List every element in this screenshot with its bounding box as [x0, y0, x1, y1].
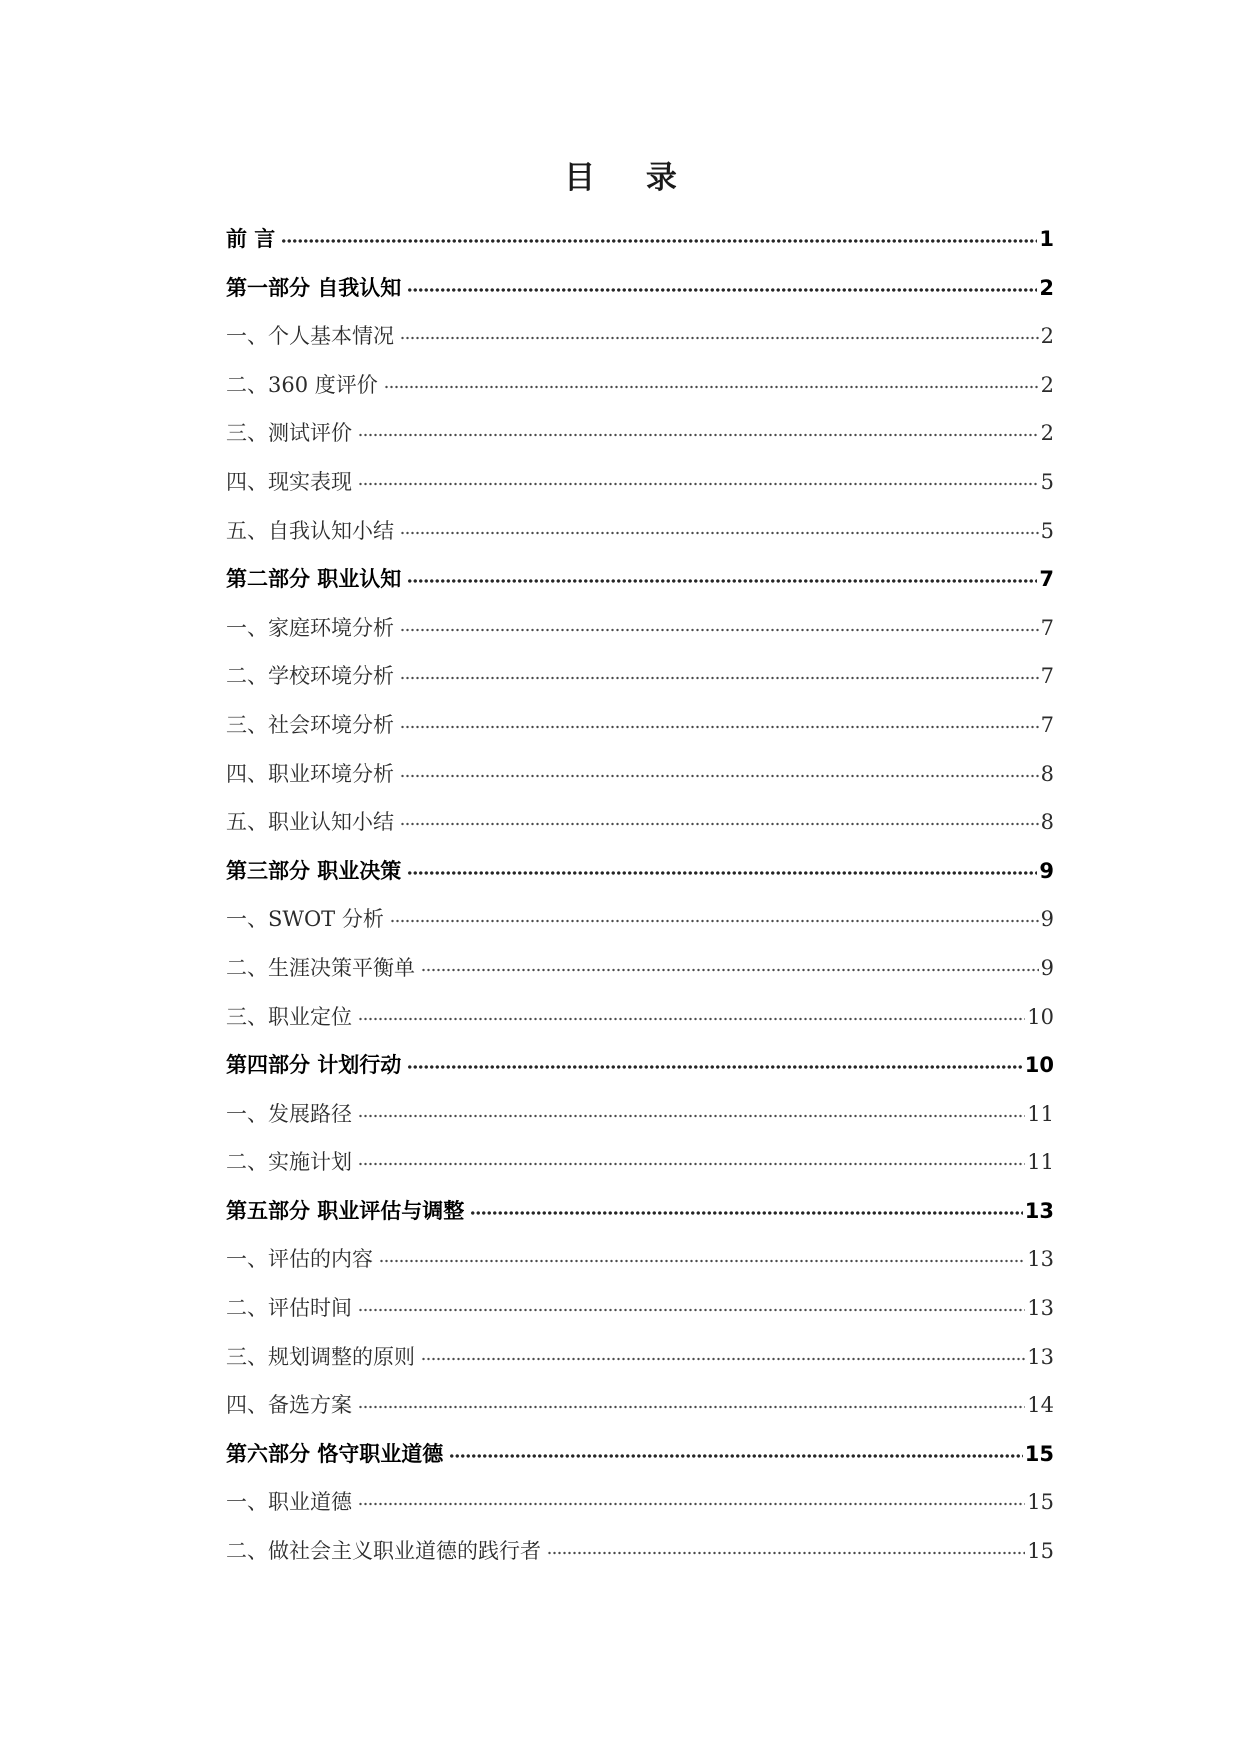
toc-dot-leader — [407, 857, 1037, 878]
toc-dot-leader — [400, 662, 1039, 683]
toc-dot-leader — [407, 1051, 1022, 1072]
toc-page-number: 5 — [1040, 518, 1054, 543]
toc-dot-leader — [358, 1488, 1025, 1509]
toc-dot-leader — [400, 322, 1039, 343]
toc-section-entry[interactable] — [226, 1527, 1054, 1576]
toc-page-number: 1 — [1039, 227, 1054, 251]
toc-dot-leader — [407, 274, 1037, 295]
toc-entry-title: 第四部分 计划行动 — [226, 1053, 402, 1078]
toc-entry-title: 第三部分 职业决策 — [226, 858, 402, 883]
toc-section-entry[interactable] — [226, 1381, 1054, 1430]
toc-section-entry[interactable] — [226, 1090, 1054, 1139]
toc-dot-leader — [421, 954, 1039, 975]
toc-section-entry[interactable] — [226, 701, 1054, 750]
toc-dot-leader — [390, 905, 1039, 926]
toc-dot-leader — [281, 225, 1037, 246]
toc-page-number: 8 — [1040, 810, 1054, 835]
toc-page-number: 2 — [1040, 324, 1054, 349]
table-of-contents — [226, 215, 1054, 1576]
toc-part-entry[interactable] — [226, 847, 1054, 896]
toc-entry-title: 二、学校环境分析 — [226, 664, 394, 689]
toc-section-entry[interactable] — [226, 361, 1054, 410]
toc-page-number: 13 — [1027, 1247, 1054, 1272]
toc-section-entry[interactable] — [226, 750, 1054, 799]
toc-dot-leader — [379, 1245, 1025, 1266]
toc-dot-leader — [358, 1391, 1025, 1412]
toc-entry-title: 三、社会环境分析 — [226, 712, 394, 737]
toc-page-number: 10 — [1024, 1053, 1054, 1078]
toc-section-entry[interactable] — [226, 944, 1054, 993]
toc-section-entry[interactable] — [226, 895, 1054, 944]
toc-entry-title: 第五部分 职业评估与调整 — [226, 1198, 465, 1223]
toc-entry-title: 一、职业道德 — [226, 1490, 352, 1515]
toc-entry-title: 四、现实表现 — [226, 469, 352, 494]
toc-part-entry[interactable] — [226, 1041, 1054, 1090]
toc-entry-title: 二、实施计划 — [226, 1150, 352, 1175]
toc-entry-title: 二、做社会主义职业道德的践行者 — [226, 1539, 541, 1564]
toc-dot-leader — [421, 1343, 1025, 1364]
toc-dot-leader — [358, 1294, 1025, 1315]
toc-entry-title: 一、SWOT 分析 — [226, 907, 384, 932]
toc-entry-title: 四、备选方案 — [226, 1393, 352, 1418]
toc-dot-leader — [400, 614, 1039, 635]
toc-page-number: 13 — [1027, 1344, 1054, 1369]
toc-dot-leader — [358, 468, 1039, 489]
toc-section-entry[interactable] — [226, 1478, 1054, 1527]
toc-entry-title: 三、测试评价 — [226, 421, 352, 446]
toc-page-number: 2 — [1040, 372, 1054, 397]
toc-section-entry[interactable] — [226, 993, 1054, 1042]
toc-page-number: 15 — [1024, 1441, 1054, 1466]
toc-entry-title: 第二部分 职业认知 — [226, 567, 402, 592]
toc-dot-leader — [449, 1440, 1022, 1461]
toc-page-number: 8 — [1040, 761, 1054, 786]
toc-page-number: 14 — [1027, 1393, 1054, 1418]
toc-page-number: 7 — [1040, 664, 1054, 689]
toc-page-number: 13 — [1027, 1296, 1054, 1321]
toc-page-number: 11 — [1027, 1150, 1054, 1175]
toc-page-number: 2 — [1040, 421, 1054, 446]
toc-dot-leader — [358, 1003, 1025, 1024]
toc-section-entry[interactable] — [226, 312, 1054, 361]
toc-dot-leader — [470, 1197, 1022, 1218]
toc-entry-title: 一、个人基本情况 — [226, 324, 394, 349]
toc-section-entry[interactable] — [226, 604, 1054, 653]
toc-entry-title: 第一部分 自我认知 — [226, 275, 402, 300]
toc-page-number: 13 — [1024, 1198, 1054, 1223]
toc-entry-title: 二、生涯决策平衡单 — [226, 955, 415, 980]
toc-entry-title: 第六部分 恪守职业道德 — [226, 1441, 444, 1466]
toc-dot-leader — [547, 1537, 1025, 1558]
toc-section-entry[interactable] — [226, 1138, 1054, 1187]
toc-part-entry[interactable] — [226, 555, 1054, 604]
toc-entry-title: 二、360 度评价 — [226, 372, 378, 397]
toc-dot-leader — [400, 808, 1039, 829]
toc-entry-title: 三、职业定位 — [226, 1004, 352, 1029]
toc-page-number: 11 — [1027, 1101, 1054, 1126]
toc-part-entry[interactable] — [226, 1430, 1054, 1479]
toc-entry-title: 二、评估时间 — [226, 1296, 352, 1321]
toc-entry-title: 一、发展路径 — [226, 1101, 352, 1126]
toc-section-entry[interactable] — [226, 409, 1054, 458]
toc-dot-leader — [384, 371, 1039, 392]
toc-part-entry[interactable] — [226, 1187, 1054, 1236]
toc-part-entry[interactable] — [226, 264, 1054, 313]
toc-entry-title: 一、家庭环境分析 — [226, 615, 394, 640]
toc-entry-title: 前 言 — [226, 227, 276, 251]
toc-title: 目 录 — [564, 160, 697, 196]
toc-section-entry[interactable] — [226, 458, 1054, 507]
toc-dot-leader — [358, 1148, 1025, 1169]
toc-entry-title: 一、评估的内容 — [226, 1247, 373, 1272]
toc-page-number: 7 — [1040, 615, 1054, 640]
toc-dot-leader — [407, 565, 1037, 586]
toc-part-entry[interactable] — [226, 215, 1054, 264]
toc-entry-title: 五、职业认知小结 — [226, 810, 394, 835]
toc-section-entry[interactable] — [226, 507, 1054, 556]
toc-section-entry[interactable] — [226, 1235, 1054, 1284]
toc-dot-leader — [400, 711, 1039, 732]
toc-section-entry[interactable] — [226, 1284, 1054, 1333]
toc-dot-leader — [358, 1100, 1025, 1121]
toc-section-entry[interactable] — [226, 652, 1054, 701]
toc-page-number: 7 — [1040, 712, 1054, 737]
toc-entry-title: 五、自我认知小结 — [226, 518, 394, 543]
toc-dot-leader — [400, 760, 1039, 781]
toc-page-number: 9 — [1039, 858, 1054, 883]
toc-dot-leader — [358, 419, 1039, 440]
toc-entry-title: 四、职业环境分析 — [226, 761, 394, 786]
toc-page-number: 15 — [1027, 1490, 1054, 1515]
toc-page-number: 5 — [1040, 469, 1054, 494]
toc-page-number: 7 — [1039, 567, 1054, 592]
toc-page-number: 9 — [1040, 907, 1054, 932]
toc-section-entry[interactable] — [226, 1333, 1054, 1382]
toc-section-entry[interactable] — [226, 798, 1054, 847]
toc-page-number: 2 — [1039, 275, 1054, 300]
toc-page-number: 9 — [1040, 955, 1054, 980]
toc-page-number: 10 — [1027, 1004, 1054, 1029]
toc-entry-title: 三、规划调整的原则 — [226, 1344, 415, 1369]
toc-page-number: 15 — [1027, 1539, 1054, 1564]
toc-dot-leader — [400, 517, 1039, 538]
